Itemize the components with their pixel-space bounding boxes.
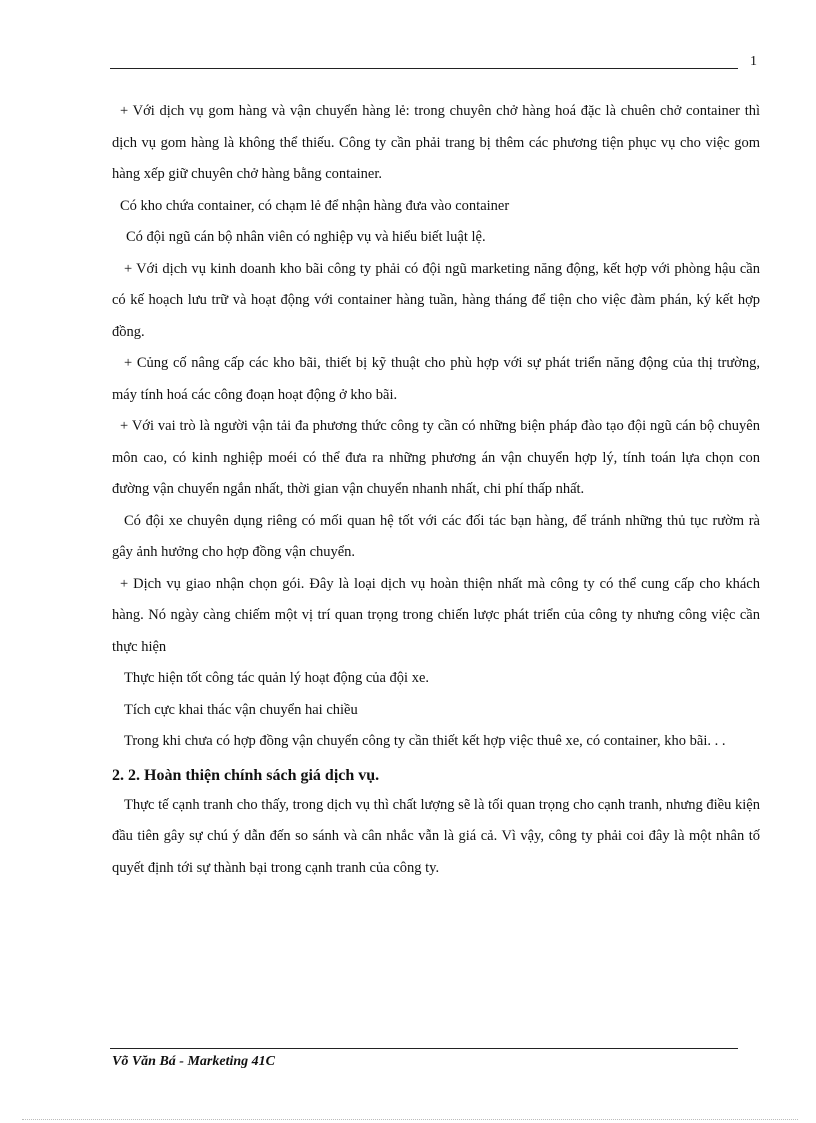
paragraph-consolidation-service: + Với dịch vụ gom hàng và vận chuyển hàng lẻ: trong chuyên chở hàng hoá đặc là chuên chở container thì dịch vụ gom hàng là không thể thiếu. Công ty cần phải trang bị thêm các phương tiện phục vụ cho việc gom hàng xếp giữ chuyên chở hàng bằng container. <box>112 103 760 182</box>
paragraph-package-service: + Dịch vụ giao nhận chọn gói. Đây là loại dịch vụ hoàn thiện nhất mà công ty có thể cung cấp cho khách hàng. Nó ngày càng chiếm một vị trí quan trọng trong chiến lược phát triển của công ty nhưng công việc cần thực hiện <box>112 575 760 655</box>
paragraph-rent-vehicles: Trong khi chưa có hợp đồng vận chuyển công ty cần thiết kết hợp việc thuê xe, có container, kho bãi. . . <box>124 733 726 749</box>
paragraph-container-warehouse: Có kho chứa container, có chạm lẻ để nhận hàng đưa vào container <box>120 197 510 214</box>
paragraph-pricing-policy: Thực tế cạnh tranh cho thấy, trong dịch vụ thì chất lượng sẽ là tối quan trọng cho cạnh tranh, nhưng điều kiện đầu tiên gây sự chú ý dẫn đến so sánh và cân nhắc vẫn là giá cả. Vì vậy, công ty phải coi đây là một nhân tố quyết định tới sự thành bại trong cạnh tranh của công ty. <box>112 796 760 876</box>
document-body <box>112 96 760 884</box>
paragraph-fleet-management: Thực hiện tốt công tác quản lý hoạt động của đội xe. <box>124 670 430 686</box>
paragraph-two-way-transport: Tích cực khai thác vận chuyển hai chiều <box>124 701 358 718</box>
page-number: 1 <box>750 54 757 69</box>
paragraph-multimodal-transport: + Với vai trò là người vận tải đa phương thức công ty cần có những biện pháp đào tạo đội ngũ cán bộ chuyên môn cao, có kinh nghiệp moéi có thể đưa ra những phương án vận chuyển hợp lý, tính toán lựa chọn con đường vận chuyển ngắn nhất, thời gian vận chuyển nhanh nhất, chi phí thấp nhất. <box>112 418 760 497</box>
paragraph-staff: Có đội ngũ cán bộ nhân viên có nghiệp vụ và hiểu biết luật lệ. <box>126 229 486 245</box>
section-heading: 2. 2. Hoàn thiện chính sách giá dịch vụ. <box>112 766 380 784</box>
footer-rule <box>110 1048 738 1049</box>
page-edge-dots <box>22 1119 798 1120</box>
header-rule <box>110 68 738 69</box>
footer-author: Võ Văn Bá - Marketing 41C <box>112 1054 275 1069</box>
paragraph-vehicle-fleet: Có đội xe chuyên dụng riêng có mối quan hệ tốt với các đối tác bạn hàng, để tránh những thủ tục rườm rà gây ảnh hưởng cho hợp đồng vận chuyển. <box>112 512 760 560</box>
paragraph-warehouse-business: + Với dịch vụ kinh doanh kho bãi công ty phải có đội ngũ marketing năng động, kết hợp với phòng hậu cần có kế hoạch lưu trữ và hoạt động với container hàng tuần, hàng tháng để tiện cho việc đàm phán, ký kết hợp đồng. <box>112 260 760 340</box>
paragraph-upgrade-warehouse: + Củng cố nâng cấp các kho bãi, thiết bị kỹ thuật cho phù hợp với sự phát triển năng động của thị trường, máy tính hoá các công đoạn hoạt động ở kho bãi. <box>112 355 760 403</box>
